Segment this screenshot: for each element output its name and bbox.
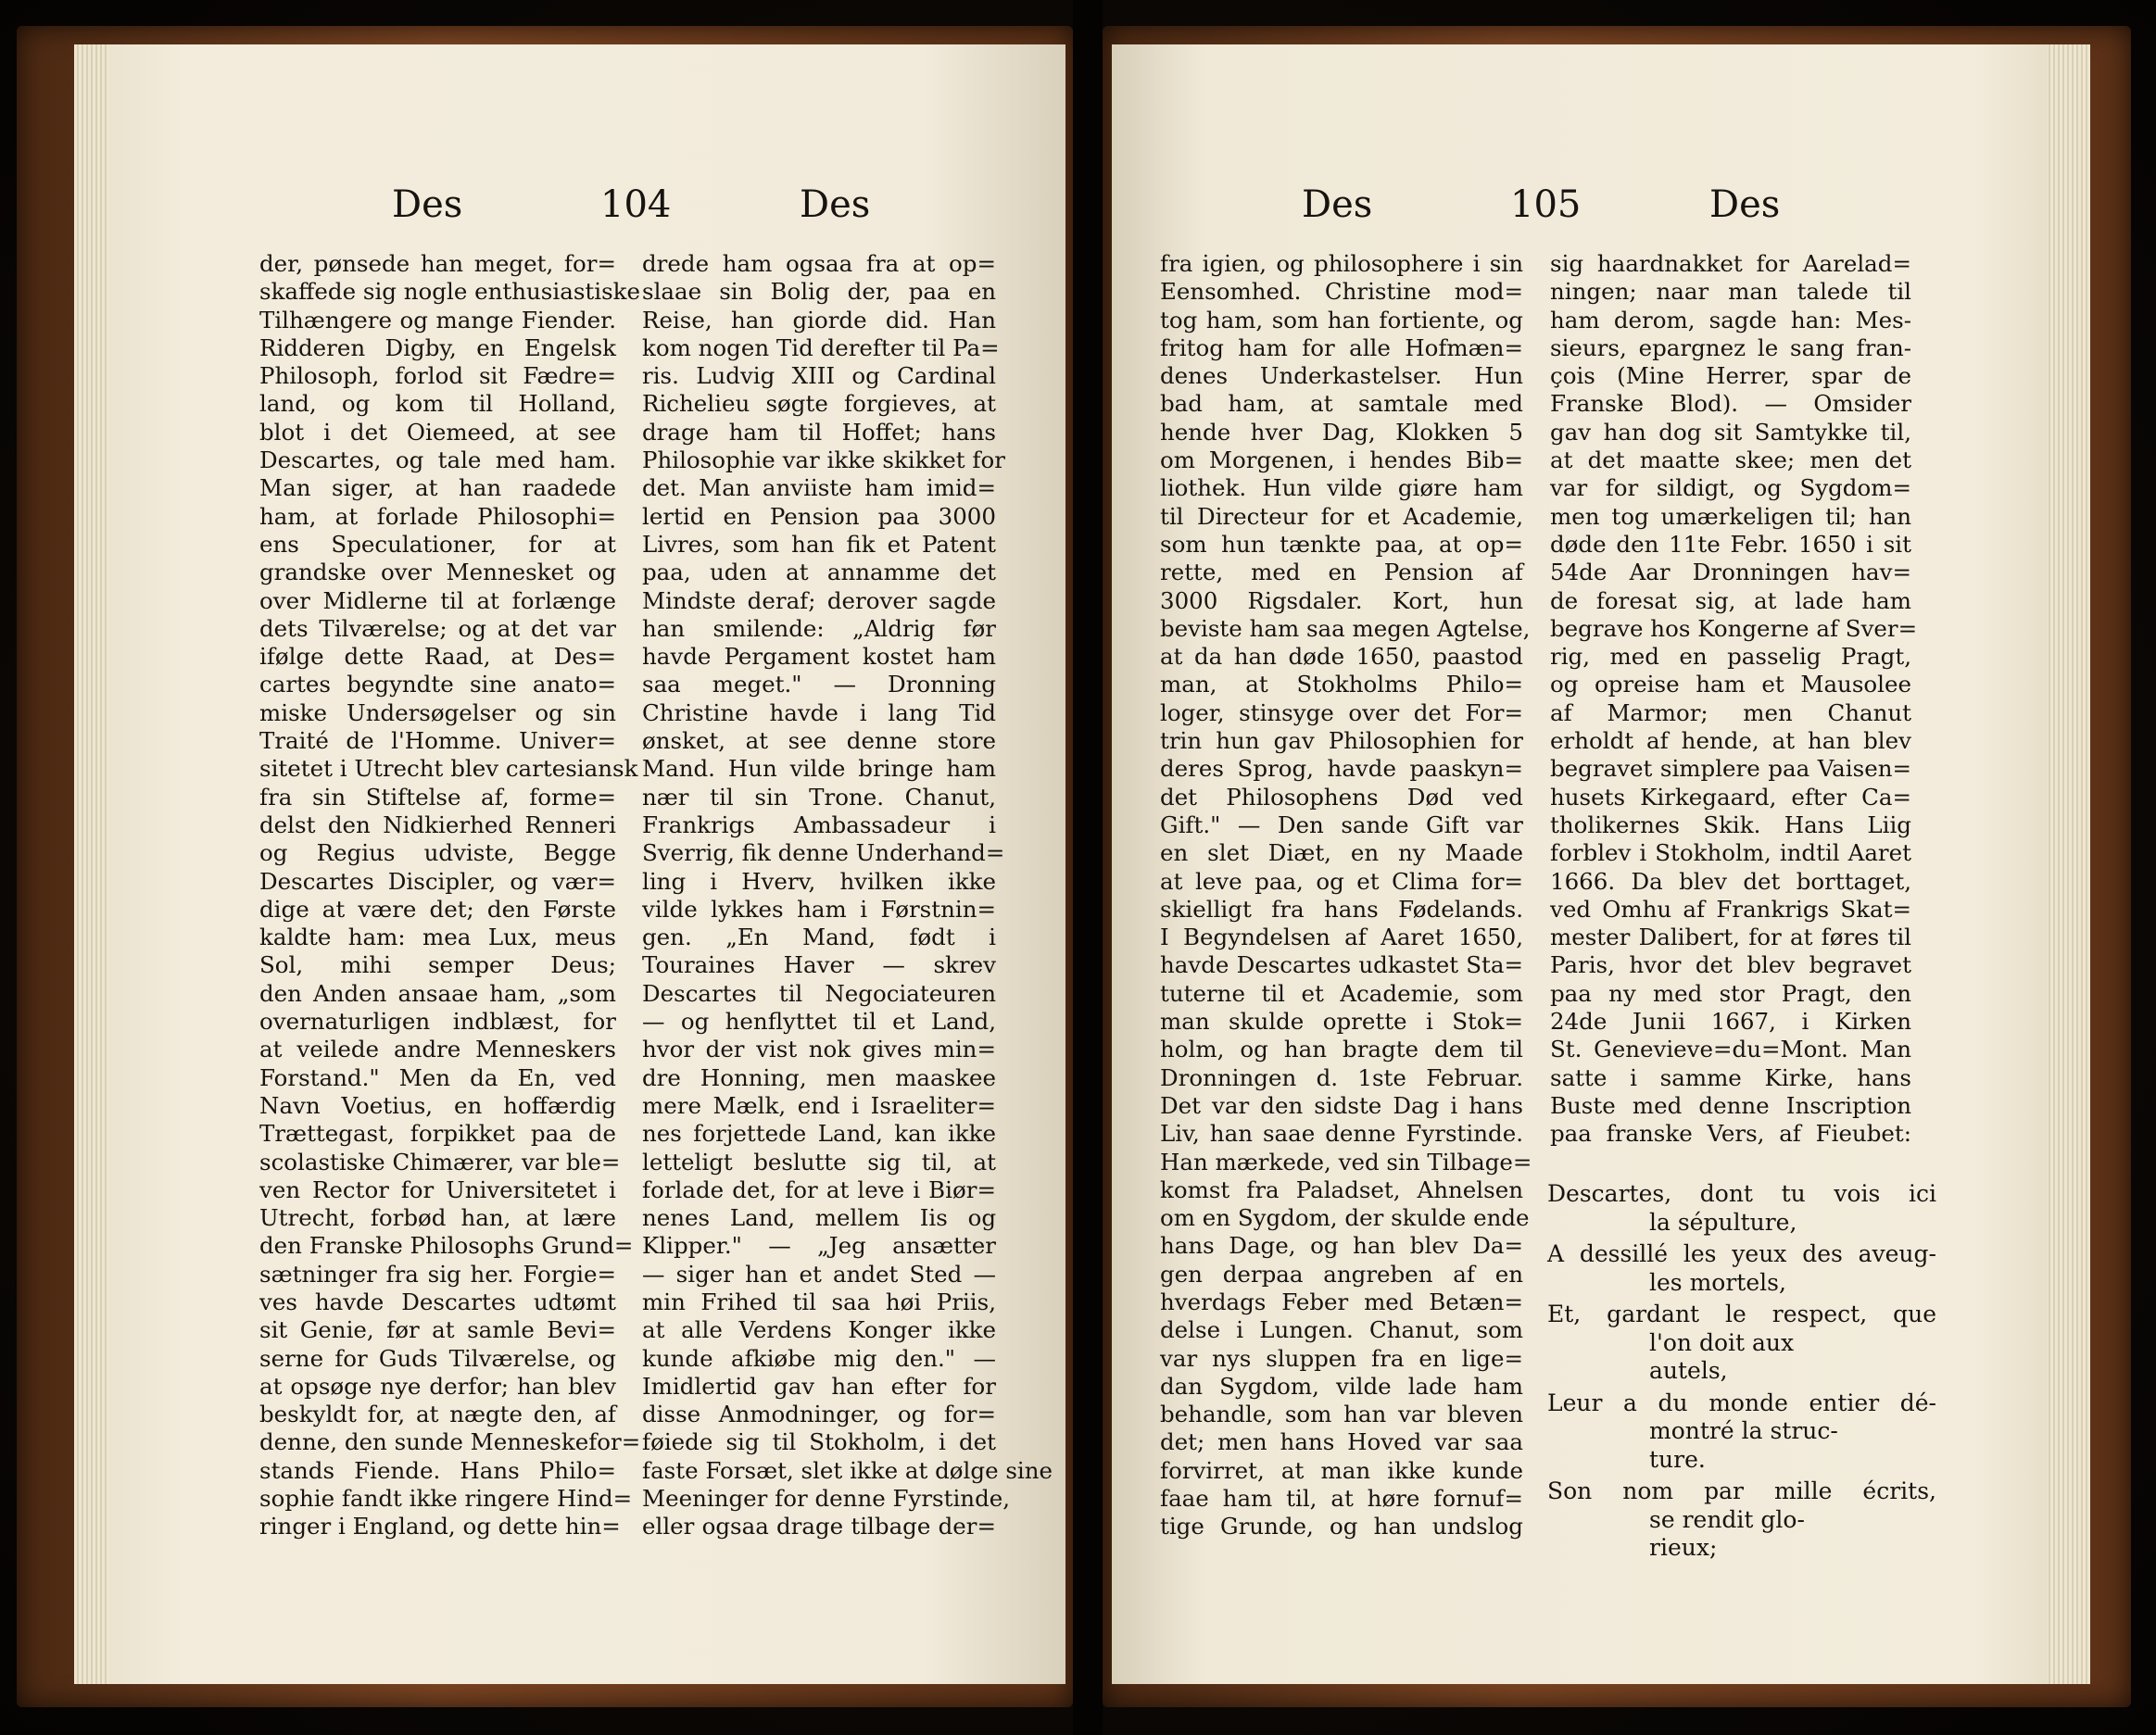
left-col2-line: eller ogsaa drage tilbage der=	[642, 1513, 996, 1540]
left-col1-line: blot i det Oiemeed, at see	[259, 418, 616, 446]
right-col2-line: Buste med denne Inscription	[1550, 1091, 1911, 1119]
right-col2-line: tholikernes Skik. Hans Liig	[1550, 811, 1911, 838]
left-col2-line: Klipper." — „Jeg ansætter	[642, 1232, 996, 1260]
right-col2-line: erholdt af hende, at han blev	[1550, 727, 1911, 755]
left-col1-line: sætninger fra sig her. Forgie=	[259, 1260, 616, 1288]
left-col2-line: kom nogen Tid derefter til Pa=	[642, 333, 1000, 361]
poem-stanza	[1547, 1389, 1936, 1475]
left-page	[109, 44, 1065, 1684]
left-col1-line: miske Undersøgelser og sin	[259, 698, 616, 726]
poem-line: Descartes, dont tu vois ici	[1547, 1180, 1936, 1207]
left-col1-line: Ridderen Digby, en Engelsk	[259, 333, 616, 361]
left-col1-line: ens Speculationer, for at	[259, 530, 616, 558]
left-col2-line: nes forjettede Land, kan ikke	[642, 1120, 996, 1148]
right-col1-line: en slet Diæt, en ny Maade	[1160, 839, 1523, 867]
right-col2-line: ved Omhu af Frankrigs Skat=	[1550, 895, 1911, 923]
poem-stanza	[1547, 1477, 1936, 1563]
right-col2-line: çois (Mine Herrer, spar de	[1550, 362, 1911, 390]
right-col2-line: paa ny med stor Pragt, den	[1550, 979, 1911, 1007]
right-col1-line: Eensomhed. Christine mod=	[1160, 278, 1523, 306]
right-col1-line: rette, med en Pension af	[1160, 559, 1523, 586]
right-col2-line: Franske Blod). — Omsider	[1550, 390, 1911, 418]
right-col2-line: begravet simplere paa Vaisen=	[1550, 755, 1911, 783]
right-page-edges	[2046, 44, 2090, 1684]
left-page-number: 104	[600, 183, 672, 226]
right-col2-line: satte i samme Kirke, hans	[1550, 1063, 1911, 1091]
left-running-head: Des	[392, 183, 463, 226]
left-col2-line: — siger han et andet Sted —	[642, 1260, 996, 1288]
right-col2-line: gav han dog sit Samtykke til,	[1550, 418, 1911, 446]
left-col2-line: nær til sin Trone. Chanut,	[642, 783, 996, 811]
right-col2-line: og opreise ham et Mausolee	[1550, 671, 1911, 698]
poem-stanza	[1547, 1180, 1936, 1237]
left-col2-line: drede ham ogsaa fra at op=	[642, 250, 996, 277]
right-col1-line: at leve paa, og et Clima for=	[1160, 867, 1523, 895]
poem-line-continuation: montré la struc-	[1649, 1417, 1838, 1444]
left-col1-line: fra sin Stiftelse af, forme=	[259, 783, 616, 811]
right-col1-line: trin hun gav Philosophien for	[1160, 727, 1523, 755]
right-col2-line: mester Dalibert, for at føres til	[1550, 924, 1911, 951]
poem-stanza	[1547, 1240, 1936, 1297]
left-col1-line: Tilhængere og mange Fiender.	[259, 306, 616, 333]
left-col1-line: Forstand." Men da En, ved	[259, 1063, 616, 1091]
right-col1-line: forvirret, at man ikke kunde	[1160, 1456, 1523, 1484]
right-col1-line: man skulde oprette i Stok=	[1160, 1008, 1523, 1036]
right-col2-line: forblev i Stokholm, indtil Aaret	[1550, 839, 1911, 867]
right-col2-line: begrave hos Kongerne af Sver=	[1550, 614, 1918, 642]
left-col1-line: Utrecht, forbød han, at lære	[259, 1204, 616, 1232]
right-col2-line: rig, med en passelig Pragt,	[1550, 643, 1911, 671]
left-col2-line: Mindste deraf; derover sagde	[642, 586, 996, 614]
left-col2-line: Frankrigs Ambassadeur i	[642, 811, 996, 838]
left-col1-line: denne, den sunde Menneskefor=	[259, 1428, 641, 1456]
right-col2-line: af Marmor; men Chanut	[1550, 698, 1911, 726]
left-col2-line: at alle Verdens Konger ikke	[642, 1316, 996, 1344]
right-col2-line: sieurs, epargnez le sang fran-	[1550, 333, 1911, 361]
left-col2-line: drage ham til Hoffet; hans	[642, 418, 996, 446]
left-col2-line: kunde afkiøbe mig den." —	[642, 1344, 996, 1372]
left-col1-line: cartes begyndte sine anato=	[259, 671, 616, 698]
right-col1-line: Dronningen d. 1ste Februar.	[1160, 1063, 1523, 1091]
right-col1-line: bad ham, at samtale med	[1160, 390, 1523, 418]
right-page-column-2	[1550, 250, 1918, 1149]
right-running-head: Des	[1302, 183, 1373, 226]
left-col1-line: Philosoph, forlod sit Fædre=	[259, 362, 616, 390]
left-col1-line: sophie fandt ikke ringere Hind=	[259, 1485, 633, 1513]
right-col1-line: denes Underkastelser. Hun	[1160, 362, 1523, 390]
poem-stanza	[1547, 1301, 1936, 1386]
poem-line: Et, gardant le respect, que	[1547, 1301, 1936, 1327]
left-col1-line: der, pønsede han meget, for=	[259, 250, 616, 277]
right-col2-line: sig haardnakket for Aarelad=	[1550, 250, 1911, 277]
left-col2-line: hvor der vist nok gives min=	[642, 1036, 996, 1063]
left-col1-line: stands Fiende. Hans Philo=	[259, 1456, 616, 1484]
left-col1-line: over Midlerne til at forlænge	[259, 586, 616, 614]
right-col2-line: paa franske Vers, af Fieubet:	[1550, 1120, 1911, 1148]
poem-line-continuation: la sépulture,	[1649, 1208, 1797, 1236]
left-col1-line: serne for Guds Tilværelse, og	[259, 1344, 616, 1372]
right-col2-line: 54de Aar Dronningen hav=	[1550, 559, 1911, 586]
left-col1-line: den Franske Philosophs Grund=	[259, 1232, 634, 1260]
left-col2-line: letteligt beslutte sig til, at	[642, 1148, 996, 1176]
left-col2-line: paa, uden at annamme det	[642, 559, 996, 586]
left-col1-line: ven Rector for Universitetet i	[259, 1176, 616, 1203]
left-page-column-1	[259, 250, 641, 1541]
right-col1-line: Han mærkede, ved sin Tilbage=	[1160, 1148, 1532, 1176]
left-col2-line: Imidlertid gav han efter for	[642, 1372, 996, 1400]
right-col2-line: 24de Junii 1667, i Kirken	[1550, 1008, 1911, 1036]
right-col1-line: deres Sprog, havde paaskyn=	[1160, 755, 1523, 783]
left-col2-line: vilde lykkes ham i Førstnin=	[642, 895, 996, 923]
right-col1-line: det Philosophens Død ved	[1160, 783, 1523, 811]
center-divider	[1073, 0, 1103, 1735]
left-col2-line: lertid en Pension paa 3000	[642, 502, 996, 530]
left-col1-line: grandske over Mennesket og	[259, 559, 616, 586]
left-page-column-2	[642, 250, 1053, 1541]
right-col1-line: fra igien, og philosophere i sin	[1160, 250, 1523, 277]
left-col1-line: og Regius udviste, Begge	[259, 839, 616, 867]
right-col2-line: var for sildigt, og Sygdom=	[1550, 474, 1911, 502]
left-col1-line: ves havde Descartes udtømt	[259, 1288, 616, 1315]
right-page-header	[1112, 183, 2048, 230]
right-col1-line: holm, og han bragte dem til	[1160, 1036, 1523, 1063]
left-running-head-right: Des	[800, 183, 871, 226]
poem-line-continuation: rieux;	[1649, 1534, 1718, 1561]
left-col2-line: Sverrig, fik denne Underhand=	[642, 839, 1005, 867]
left-col2-line: faste Forsæt, slet ikke at dølge sine	[642, 1456, 1053, 1484]
left-col1-line: at opsøge nye derfor; han blev	[259, 1372, 616, 1400]
left-col2-line: disse Anmodninger, og for=	[642, 1401, 996, 1428]
left-col1-line: Sol, mihi semper Deus;	[259, 951, 616, 979]
left-col2-line: havde Pergament kostet ham	[642, 643, 996, 671]
epitaph-poem	[1547, 1180, 1936, 1566]
left-col2-line: ønsket, at see denne store	[642, 727, 996, 755]
poem-line-continuation: l'on doit aux	[1649, 1328, 1795, 1356]
left-page-header	[109, 183, 1065, 230]
left-col1-line: land, og kom til Holland,	[259, 390, 616, 418]
poem-line-continuation: se rendit glo-	[1649, 1505, 1805, 1533]
left-col2-line: Richelieu søgte forgieves, at	[642, 390, 996, 418]
poem-line-continuation: les mortels,	[1649, 1268, 1786, 1296]
right-col1-line: tuterne til et Academie, som	[1160, 979, 1523, 1007]
right-col1-line: havde Descartes udkastet Sta=	[1160, 951, 1523, 979]
right-col2-line: men tog umærkeligen til; han	[1550, 502, 1911, 530]
left-col1-line: sit Genie, før at samle Bevi=	[259, 1316, 616, 1344]
left-col2-line: Mand. Hun vilde bringe ham	[642, 755, 996, 783]
right-col1-line: 3000 Rigsdaler. Kort, hun	[1160, 586, 1523, 614]
left-col1-line: Traité de l'Homme. Univer=	[259, 727, 616, 755]
poem-line: Leur a du monde entier dé-	[1547, 1389, 1936, 1416]
poem-line: Son nom par mille écrits,	[1547, 1477, 1936, 1504]
left-col1-line: sitetet i Utrecht blev cartesiansk	[259, 755, 638, 783]
right-col1-line: var nys sluppen fra en lige=	[1160, 1344, 1523, 1372]
right-col1-line: delse i Lungen. Chanut, som	[1160, 1316, 1523, 1344]
right-col2-line: de foresat sig, at lade ham	[1550, 586, 1911, 614]
left-col2-line: Meeninger for denne Fyrstinde,	[642, 1485, 1011, 1513]
right-col1-line: som hun tænkte paa, at op=	[1160, 530, 1523, 558]
left-col2-line: føiede sig til Stokholm, i det	[642, 1428, 996, 1456]
left-col2-line: saa meget." — Dronning	[642, 671, 996, 698]
left-col2-line: ris. Ludvig XIII og Cardinal	[642, 362, 996, 390]
right-col1-line: dan Sygdom, vilde lade ham	[1160, 1372, 1523, 1400]
right-col1-line: om Morgenen, i hendes Bib=	[1160, 446, 1523, 474]
left-page-edges	[74, 44, 109, 1684]
right-col2-line: Paris, hvor det blev begravet	[1550, 951, 1911, 979]
left-col1-line: den Anden ansaae ham, „som	[259, 979, 616, 1007]
left-col2-line: — og henflyttet til et Land,	[642, 1008, 996, 1036]
right-col2-line: St. Genevieve=du=Mont. Man	[1550, 1036, 1911, 1063]
right-col1-line: Gift." — Den sande Gift var	[1160, 811, 1523, 838]
right-col2-line: ningen; naar man talede til	[1550, 278, 1911, 306]
left-col1-line: Man siger, at han raadede	[259, 474, 616, 502]
right-col1-line: tige Grunde, og han undslog	[1160, 1513, 1523, 1540]
right-page	[1112, 44, 2048, 1684]
left-col2-line: ling i Hverv, hvilken ikke	[642, 867, 996, 895]
left-col1-line: Descartes Discipler, og vær=	[259, 867, 616, 895]
right-col2-line: husets Kirkegaard, efter Ca=	[1550, 783, 1911, 811]
left-col2-line: Livres, som han fik et Patent	[642, 530, 996, 558]
right-col1-line: komst fra Paladset, Ahnelsen	[1160, 1176, 1523, 1203]
left-col2-line: forlade det, for at leve i Biør=	[642, 1176, 996, 1203]
left-col2-line: mere Mælk, end i Israeliter=	[642, 1091, 996, 1119]
right-col1-line: at da han døde 1650, paastod	[1160, 643, 1523, 671]
right-col2-line: 1666. Da blev det borttaget,	[1550, 867, 1911, 895]
left-col2-line: Touraines Haver — skrev	[642, 951, 996, 979]
right-col1-line: beviste ham saa megen Agtelse,	[1160, 614, 1531, 642]
left-col2-line: Reise, han giorde did. Han	[642, 306, 996, 333]
right-col1-line: loger, stinsyge over det For=	[1160, 698, 1523, 726]
left-col1-line: ringer i England, og dette hin=	[259, 1513, 621, 1540]
right-col1-line: gen derpaa angreben af en	[1160, 1260, 1523, 1288]
poem-line-continuation: autels,	[1649, 1357, 1728, 1384]
right-col1-line: fritog ham for alle Hofmæn=	[1160, 333, 1523, 361]
left-col1-line: beskyldt for, at nægte den, af	[259, 1401, 616, 1428]
left-col1-line: ifølge dette Raad, at Des=	[259, 643, 616, 671]
right-col1-line: skielligt fra hans Fødelands.	[1160, 895, 1523, 923]
left-col1-line: Trættegast, forpikket paa de	[259, 1120, 616, 1148]
left-col1-line: scolastiske Chimærer, var ble=	[259, 1148, 621, 1176]
left-col2-line: gen. „En Mand, født i	[642, 924, 996, 951]
left-col1-line: Descartes, og tale med ham.	[259, 446, 616, 474]
right-col1-line: faae ham til, at høre fornuf=	[1160, 1485, 1523, 1513]
left-col1-line: Navn Voetius, en hoffærdig	[259, 1091, 616, 1119]
right-col1-line: hende hver Dag, Klokken 5	[1160, 418, 1523, 446]
right-running-head-right: Des	[1709, 183, 1781, 226]
left-col1-line: dige at være det; den Første	[259, 895, 616, 923]
right-page-number: 105	[1510, 183, 1582, 226]
right-col1-line: hans Dage, og han blev Da=	[1160, 1232, 1523, 1260]
left-col2-line: min Frihed til saa høi Priis,	[642, 1288, 996, 1315]
right-col1-line: om en Sygdom, der skulde ende	[1160, 1204, 1530, 1232]
left-col2-line: det. Man anviiste ham imid=	[642, 474, 996, 502]
right-col1-line: man, at Stokholms Philo=	[1160, 671, 1523, 698]
right-col2-line: ham derom, sagde han: Mes-	[1550, 306, 1911, 333]
left-col2-line: dre Honning, men maaskee	[642, 1063, 996, 1091]
right-col1-line: tog ham, som han fortiente, og	[1160, 306, 1523, 333]
left-col1-line: overnaturligen indblæst, for	[259, 1008, 616, 1036]
right-col1-line: Det var den sidste Dag i hans	[1160, 1091, 1523, 1119]
left-col2-line: Descartes til Negociateuren	[642, 979, 996, 1007]
left-col2-line: Philosophie var ikke skikket for	[642, 446, 1005, 474]
right-col1-line: behandle, som han var bleven	[1160, 1401, 1523, 1428]
left-col1-line: kaldte ham: mea Lux, meus	[259, 924, 616, 951]
left-col2-line: nenes Land, mellem Iis og	[642, 1204, 996, 1232]
left-col2-line: Christine havde i lang Tid	[642, 698, 996, 726]
left-col2-line: slaae sin Bolig der, paa en	[642, 278, 996, 306]
left-col2-line: han smilende: „Aldrig før	[642, 614, 996, 642]
right-col1-line: I Begyndelsen af Aaret 1650,	[1160, 924, 1523, 951]
right-col2-line: at det maatte skee; men det	[1550, 446, 1911, 474]
right-col1-line: Liv, han saae denne Fyrstinde.	[1160, 1120, 1523, 1148]
left-col1-line: ham, at forlade Philosophi=	[259, 502, 616, 530]
right-col1-line: hverdags Feber med Betæn=	[1160, 1288, 1523, 1315]
right-col1-line: liothek. Hun vilde giøre ham	[1160, 474, 1523, 502]
left-col1-line: at veilede andre Menneskers	[259, 1036, 616, 1063]
right-col1-line: til Directeur for et Academie,	[1160, 502, 1523, 530]
right-col1-line: det; men hans Hoved var saa	[1160, 1428, 1523, 1456]
left-col1-line: skaffede sig nogle enthusiastiske	[259, 278, 640, 306]
left-col1-line: dets Tilværelse; og at det var	[259, 614, 616, 642]
right-col2-line: døde den 11te Febr. 1650 i sit	[1550, 530, 1911, 558]
left-col1-line: delst den Nidkierhed Renneri	[259, 811, 616, 838]
right-page-column-1	[1160, 250, 1532, 1541]
poem-line: A dessillé les yeux des aveug-	[1547, 1240, 1936, 1267]
poem-line-continuation: ture.	[1649, 1445, 1706, 1473]
